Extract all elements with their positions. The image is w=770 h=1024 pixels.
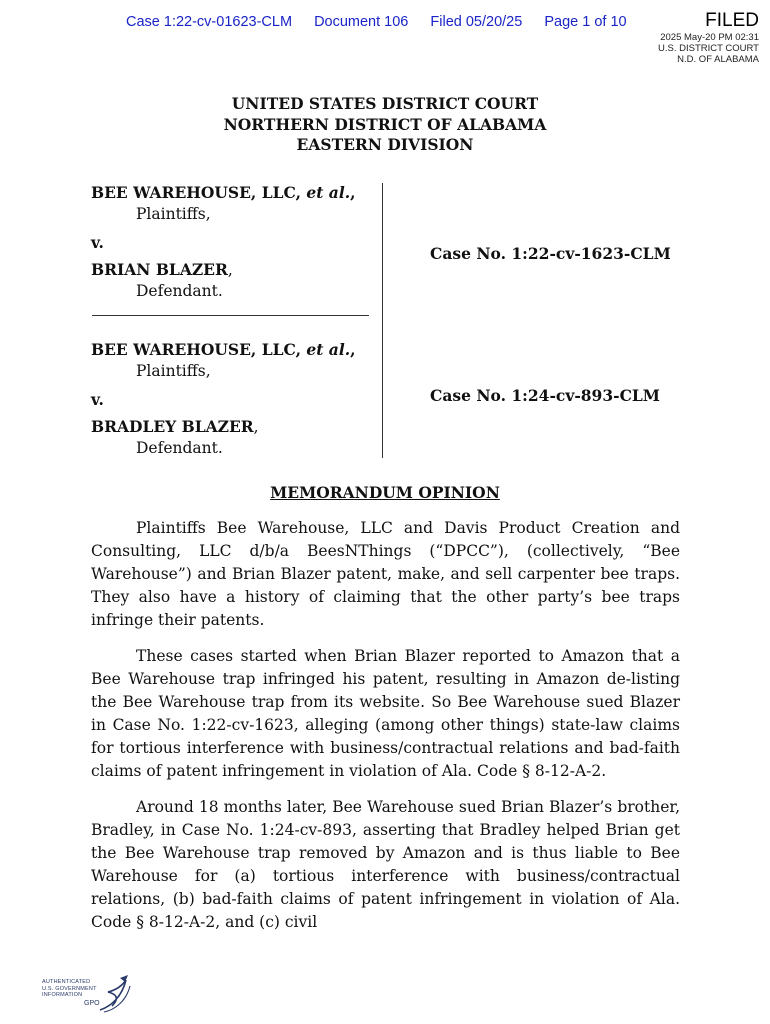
caption1-defendant-role: Defendant. (136, 282, 223, 300)
memorandum-title: MEMORANDUM OPINION (270, 483, 500, 502)
court-division: EASTERN DIVISION (296, 135, 474, 154)
gpo-seal-text (42, 979, 97, 999)
caption2-defendant-name: BRADLEY BLAZER (91, 417, 254, 436)
caption1-plaintiff-role: Plaintiffs, (136, 205, 211, 223)
caption1-defendant-name: BRIAN BLAZER (91, 260, 228, 279)
caption2-defendant: BRADLEY BLAZER, (91, 417, 259, 436)
body-paragraph: These cases started when Brian Blazer reported to Amazon that a Bee Warehouse trap infringed his patent, resulting in Amazon de-listing the Bee Warehouse trap from its website. So Bee Warehouse sued Blazer in Case No. 1:22-cv-1623, alleging (among other things) state-law claims for tortious interference with business/contractual relations and bad-faith claims of patent infringement in violation of Ala. Code § 8-12-A-2. (91, 647, 680, 780)
caption2-versus: v. (91, 390, 104, 409)
caption2-et-al: et al. (306, 340, 351, 359)
filed-stamp-date: 2025 May-20 PM 02:31 (660, 32, 759, 43)
filed-stamp-court: U.S. DISTRICT COURT (658, 43, 759, 54)
gpo-line-information: INFORMATION (42, 992, 83, 998)
header-page-count: Page 1 of 10 (544, 14, 627, 30)
caption-separator (92, 315, 369, 316)
gpo-label: GPO (84, 1000, 100, 1007)
header-filed-date: Filed 05/20/25 (430, 14, 523, 30)
caption2-plaintiff-role: Plaintiffs, (136, 362, 211, 380)
opinion-body (91, 517, 680, 947)
filed-stamp (658, 10, 759, 65)
body-paragraph: Around 18 months later, Bee Warehouse sued Brian Blazer’s brother, Bradley, in Case No. 1:24-cv-893, asserting that Bradley helped Brian get the Bee Warehouse trap removed by Amazon and is thus liable to Bee Warehouse for (a) tortious interference with business/contractual relations, (b) bad-faith claims of patent infringement in violation of Ala. Code § 8-12-A-2, and (c) civil (91, 798, 680, 931)
header-case-number: Case 1:22-cv-01623-CLM (126, 14, 293, 30)
header-document-number: Document 106 (314, 14, 409, 30)
caption1-defendant: BRIAN BLAZER, (91, 260, 233, 279)
gpo-line-authenticated: AUTHENTICATED (42, 979, 91, 985)
filed-stamp-title: FILED (705, 10, 759, 31)
caption1-versus: v. (91, 233, 104, 252)
gpo-line-government: U.S. GOVERNMENT (42, 985, 97, 992)
caption2-plaintiff-name: BEE WAREHOUSE, LLC (91, 340, 296, 359)
court-name: UNITED STATES DISTRICT COURT (231, 94, 539, 113)
caption2-plaintiff: BEE WAREHOUSE, LLC, et al., (91, 340, 356, 359)
caption2-defendant-role: Defendant. (136, 439, 223, 457)
caption-divider (382, 183, 383, 458)
caption1-et-al: et al. (306, 183, 351, 202)
caption1-plaintiff: BEE WAREHOUSE, LLC, et al., (91, 183, 356, 202)
caption2-case-number: Case No. 1:24-cv-893-CLM (430, 386, 660, 405)
court-heading (0, 94, 770, 156)
caption1-plaintiff-name: BEE WAREHOUSE, LLC (91, 183, 296, 202)
ecf-header (126, 14, 645, 30)
filed-stamp-district: N.D. OF ALABAMA (677, 54, 759, 65)
caption1-case-number: Case No. 1:22-cv-1623-CLM (430, 244, 671, 263)
body-paragraph: Plaintiffs Bee Warehouse, LLC and Davis Product Creation and Consulting, LLC d/b/a BeesNThings (“DPCC”), (collectively, “Bee Warehouse”) and Brian Blazer patent, make, and sell carpenter bee traps. They also have a history of claiming that the other party’s bee traps infringe their patents. (91, 519, 680, 629)
court-district: NORTHERN DISTRICT OF ALABAMA (223, 114, 547, 134)
